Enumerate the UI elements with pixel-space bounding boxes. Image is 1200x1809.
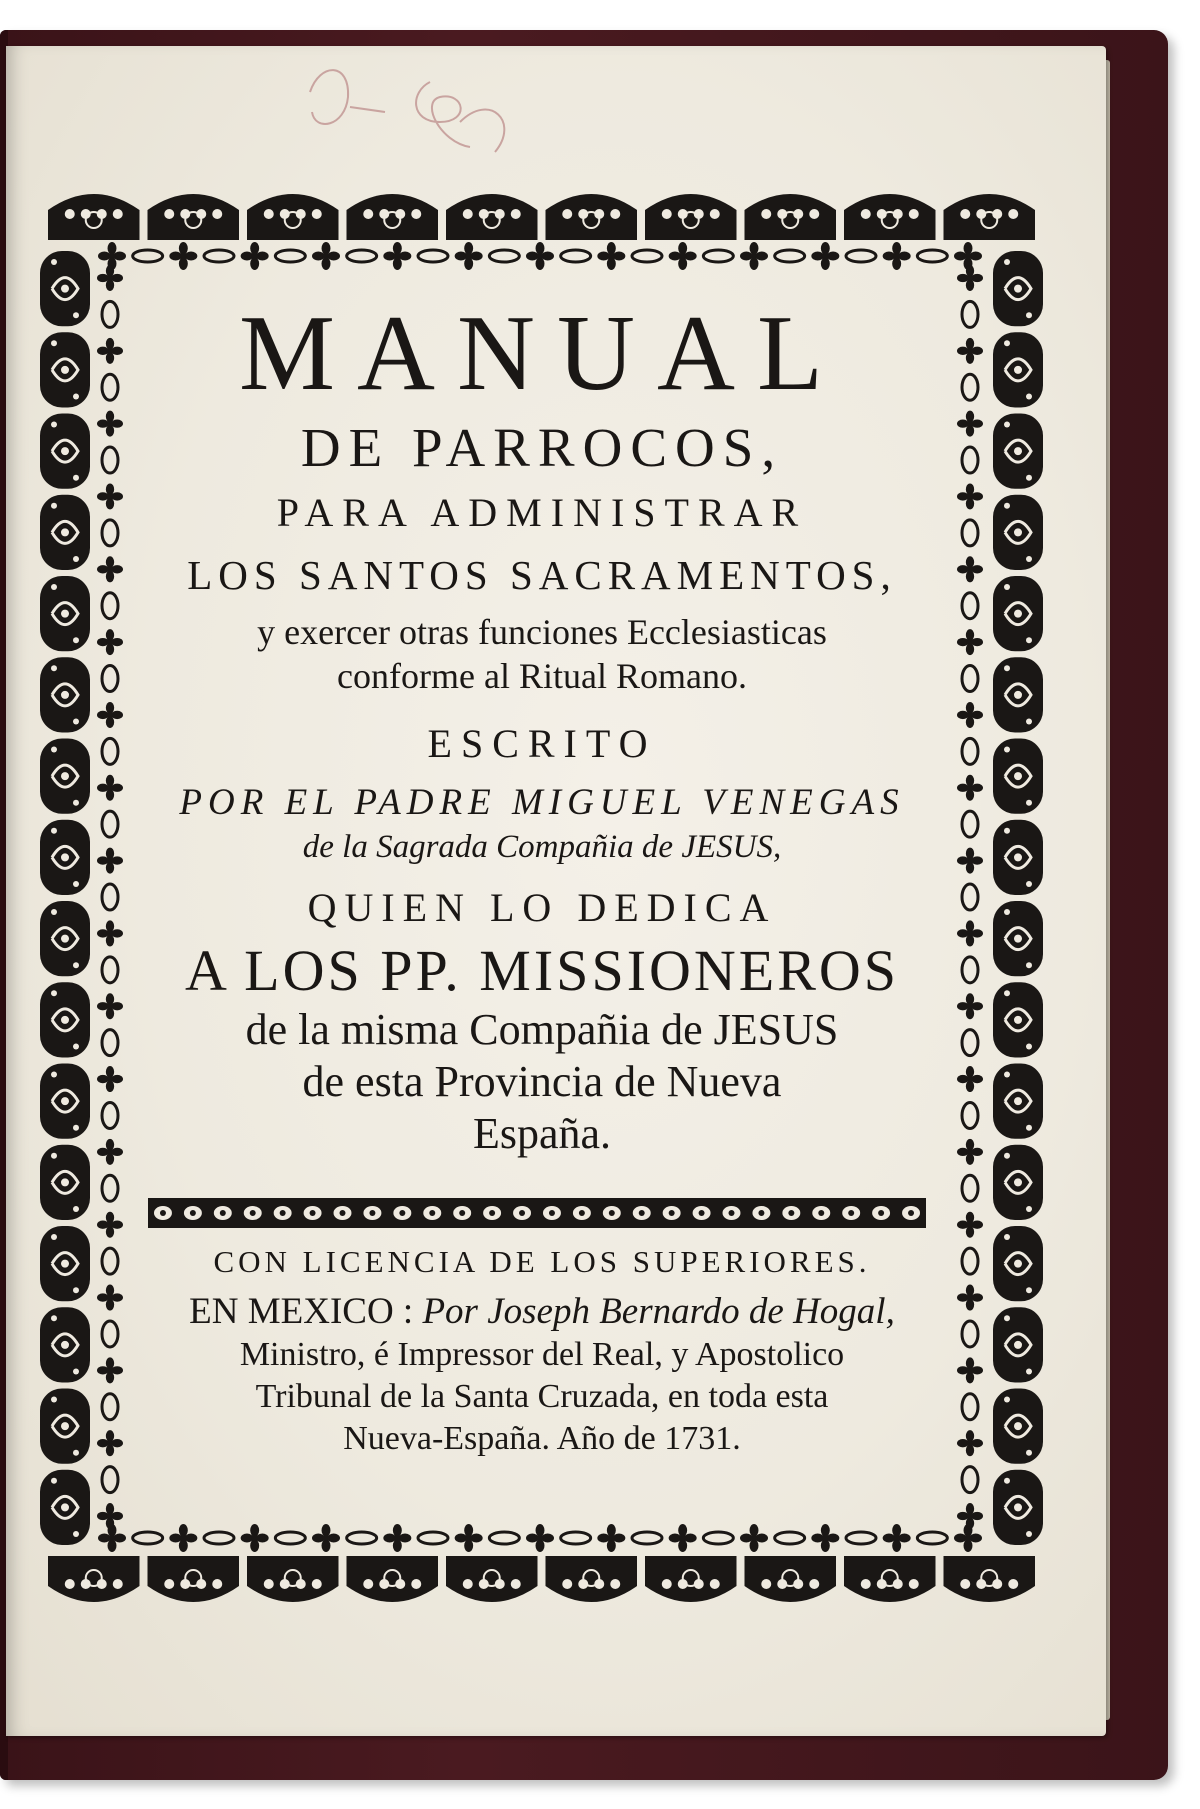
dedicatee-line-3: de esta Provincia de Nueva <box>302 1057 782 1106</box>
author-line: POR EL PADRE MIGUEL VENEGAS <box>179 782 905 823</box>
pencil-marks <box>290 52 570 172</box>
subtitle-line-4: y exercer otras funciones Ecclesiasticas <box>257 612 827 652</box>
main-title: MANUAL <box>239 294 845 413</box>
imprint-block <box>118 1246 966 1456</box>
licence-line: CON LICENCIA DE LOS SUPERIORES. <box>213 1244 871 1279</box>
imprint-place-printer <box>118 1293 966 1330</box>
imprint-line-4: Tribunal de la Santa Cruzada, en toda esta <box>255 1378 829 1415</box>
escrito-label: ESCRITO <box>427 721 657 766</box>
imprint-line-3: Ministro, é Impressor del Real, y Apostolico <box>239 1336 845 1373</box>
dedicatee-line-1: A LOS PP. MISSIONEROS <box>184 938 900 1003</box>
imprint-place: EN MEXICO : <box>189 1291 414 1332</box>
subtitle-line-5: conforme al Ritual Romano. <box>337 656 747 696</box>
ornamental-rule <box>148 1196 926 1230</box>
imprint-printer: Por Joseph Bernardo de Hogal, <box>422 1291 895 1332</box>
subtitle-line-3: LOS SANTOS SACRAMENTOS, <box>187 552 897 598</box>
dedicatee-line-2: de la misma Compañia de JESUS <box>245 1005 839 1054</box>
subtitle-line-1: DE PARROCOS, <box>300 417 784 478</box>
dedication-label: QUIEN LO DEDICA <box>307 885 777 930</box>
author-society-line: de la Sagrada Compañia de JESUS, <box>302 829 782 865</box>
imprint-line-5: Nueva-España. Año de 1731. <box>343 1420 741 1457</box>
dedicatee-line-4: España. <box>472 1109 612 1158</box>
title-block <box>118 294 966 1158</box>
subtitle-line-2: PARA ADMINISTRAR <box>276 490 808 535</box>
